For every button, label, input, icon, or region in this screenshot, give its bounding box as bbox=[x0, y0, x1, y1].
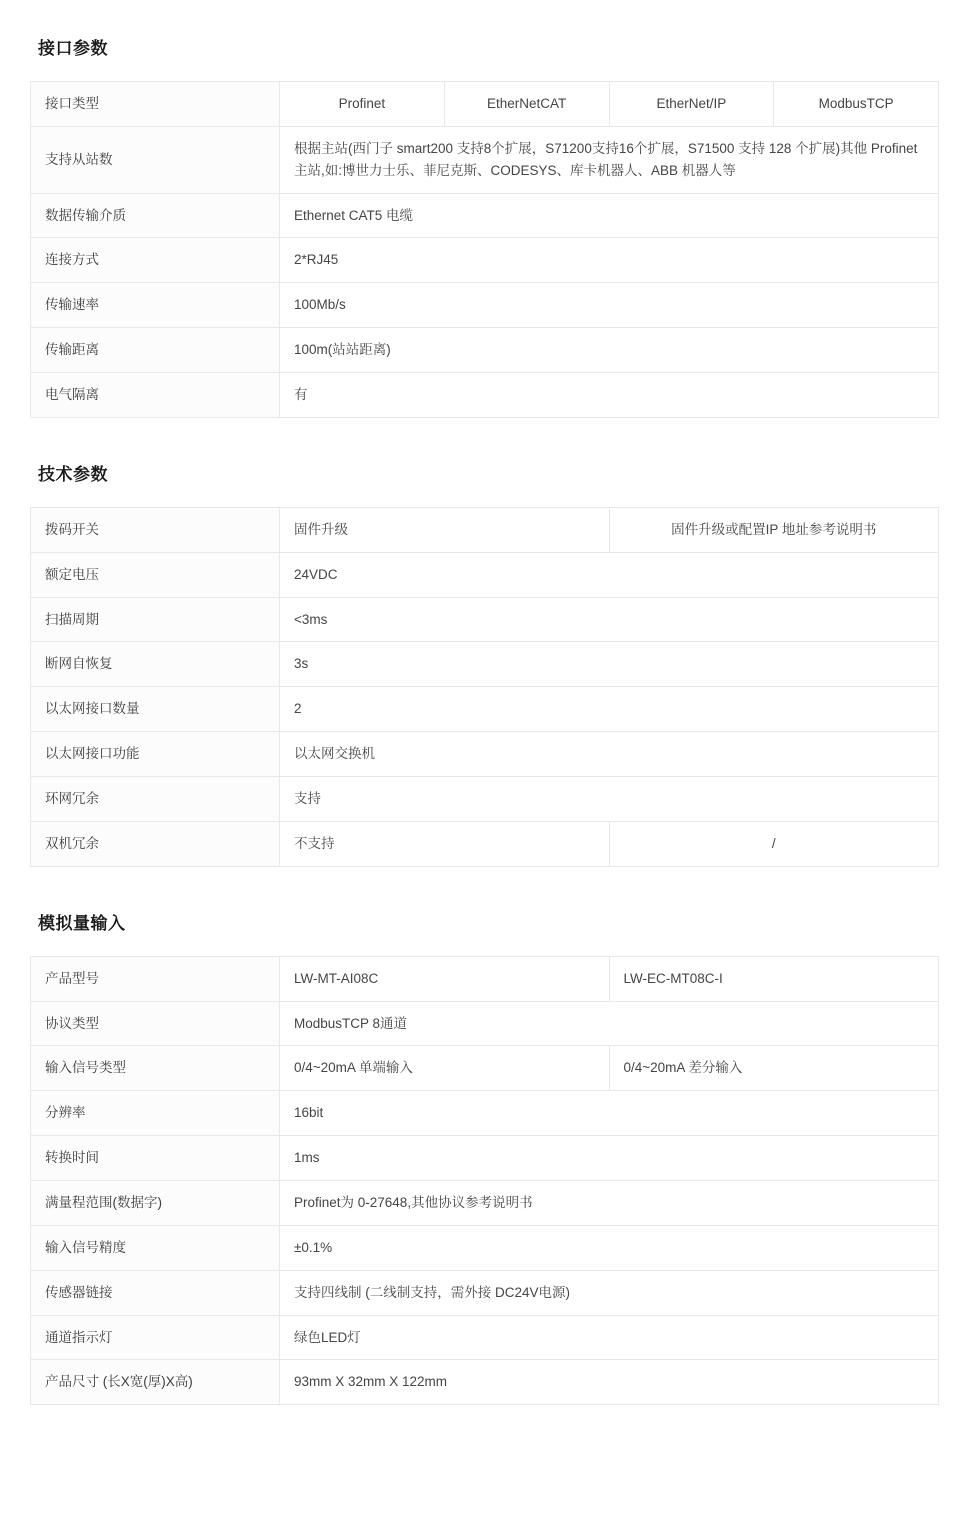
row-value: Profinet为 0-27648,其他协议参考说明书 bbox=[280, 1181, 939, 1226]
row-label: 通道指示灯 bbox=[31, 1315, 280, 1360]
table-row bbox=[31, 821, 939, 866]
interface-type-modbustcp: ModbusTCP bbox=[774, 82, 939, 127]
row-label: 传输距离 bbox=[31, 328, 280, 373]
table-row bbox=[31, 82, 939, 127]
section-title-technical: 技术参数 bbox=[38, 464, 108, 484]
table-row bbox=[31, 687, 939, 732]
row-label: 满量程范围(数据字) bbox=[31, 1181, 280, 1226]
section-technical bbox=[30, 460, 939, 867]
table-row bbox=[31, 238, 939, 283]
table-row bbox=[31, 552, 939, 597]
dual-redundancy-alt: / bbox=[609, 821, 939, 866]
row-label: 扫描周期 bbox=[31, 597, 280, 642]
table-row bbox=[31, 732, 939, 777]
row-label: 传感器链接 bbox=[31, 1270, 280, 1315]
table-row bbox=[31, 507, 939, 552]
product-model-2: LW-EC-MT08C-I bbox=[609, 956, 939, 1001]
row-label: 双机冗余 bbox=[31, 821, 280, 866]
section-divider bbox=[30, 893, 939, 909]
table-row bbox=[31, 1315, 939, 1360]
row-value: 100m(站站距离) bbox=[280, 328, 939, 373]
input-signal-type-2: 0/4~20mA 差分输入 bbox=[609, 1046, 939, 1091]
table-row bbox=[31, 1091, 939, 1136]
table-row bbox=[31, 956, 939, 1001]
table-row bbox=[31, 1046, 939, 1091]
section-title-interface: 接口参数 bbox=[38, 39, 108, 58]
table-row bbox=[31, 1270, 939, 1315]
table-row bbox=[31, 193, 939, 238]
table-row bbox=[31, 1360, 939, 1405]
row-value: 有 bbox=[280, 373, 939, 418]
row-label: 输入信号类型 bbox=[31, 1046, 280, 1091]
row-label: 输入信号精度 bbox=[31, 1225, 280, 1270]
row-value: Ethernet CAT5 电缆 bbox=[280, 193, 939, 238]
table-row bbox=[31, 1136, 939, 1181]
interface-parameter-table bbox=[30, 81, 939, 418]
section-interface bbox=[30, 34, 939, 418]
row-value: 93mm X 32mm X 122mm bbox=[280, 1360, 939, 1405]
technical-parameter-table bbox=[30, 507, 939, 867]
row-label: 转换时间 bbox=[31, 1136, 280, 1181]
row-value: 1ms bbox=[280, 1136, 939, 1181]
row-value: 支持四线制 (二线制支持，需外接 DC24V电源) bbox=[280, 1270, 939, 1315]
row-label: 产品尺寸 (长X宽(厚)X高) bbox=[31, 1360, 280, 1405]
row-value: 2*RJ45 bbox=[280, 238, 939, 283]
row-label: 以太网接口数量 bbox=[31, 687, 280, 732]
table-row bbox=[31, 777, 939, 822]
table-row bbox=[31, 283, 939, 328]
row-label: 以太网接口功能 bbox=[31, 732, 280, 777]
row-label: 分辨率 bbox=[31, 1091, 280, 1136]
row-value: 绿色LED灯 bbox=[280, 1315, 939, 1360]
row-label: 连接方式 bbox=[31, 238, 280, 283]
table-row bbox=[31, 1181, 939, 1226]
interface-type-profinet: Profinet bbox=[280, 82, 445, 127]
row-value: 2 bbox=[280, 687, 939, 732]
product-model-1: LW-MT-AI08C bbox=[280, 956, 610, 1001]
row-value: 3s bbox=[280, 642, 939, 687]
section-analog-input bbox=[30, 909, 939, 1406]
row-label: 拨码开关 bbox=[31, 507, 280, 552]
row-label: 环网冗余 bbox=[31, 777, 280, 822]
row-value: 100Mb/s bbox=[280, 283, 939, 328]
row-label: 断网自恢复 bbox=[31, 642, 280, 687]
row-label: 接口类型 bbox=[31, 82, 280, 127]
row-label: 额定电压 bbox=[31, 552, 280, 597]
row-value: 以太网交换机 bbox=[280, 732, 939, 777]
dip-switch-note: 固件升级或配置IP 地址参考说明书 bbox=[609, 507, 939, 552]
table-row bbox=[31, 597, 939, 642]
row-value: 支持 bbox=[280, 777, 939, 822]
row-value: 根据主站(西门子 smart200 支持8个扩展，S71200支持16个扩展，S71500 支持 128 个扩展)其他 Profinet 主站,如:博世力士乐、菲尼克斯、CODESYS、库卡机器人、ABB 机器人等 bbox=[280, 126, 939, 193]
row-label: 支持从站数 bbox=[31, 126, 280, 193]
table-row bbox=[31, 1001, 939, 1046]
section-title-analog-input: 模拟量输入 bbox=[38, 913, 126, 933]
analog-input-table bbox=[30, 956, 939, 1406]
row-label: 数据传输介质 bbox=[31, 193, 280, 238]
table-row bbox=[31, 126, 939, 193]
row-value: 16bit bbox=[280, 1091, 939, 1136]
row-label: 产品型号 bbox=[31, 956, 280, 1001]
interface-type-ethernetip: EtherNet/IP bbox=[609, 82, 774, 127]
row-value: ±0.1% bbox=[280, 1225, 939, 1270]
table-row bbox=[31, 328, 939, 373]
input-signal-type-1: 0/4~20mA 单端输入 bbox=[280, 1046, 610, 1091]
row-label: 传输速率 bbox=[31, 283, 280, 328]
row-label: 协议类型 bbox=[31, 1001, 280, 1046]
table-row bbox=[31, 642, 939, 687]
dip-switch-function: 固件升级 bbox=[280, 507, 610, 552]
table-row bbox=[31, 373, 939, 418]
row-value: ModbusTCP 8通道 bbox=[280, 1001, 939, 1046]
row-value: <3ms bbox=[280, 597, 939, 642]
row-label: 电气隔离 bbox=[31, 373, 280, 418]
row-value: 24VDC bbox=[280, 552, 939, 597]
table-row bbox=[31, 1225, 939, 1270]
interface-type-ethernetcat: EtherNetCAT bbox=[444, 82, 609, 127]
dual-redundancy-value: 不支持 bbox=[280, 821, 610, 866]
section-divider bbox=[30, 444, 939, 460]
